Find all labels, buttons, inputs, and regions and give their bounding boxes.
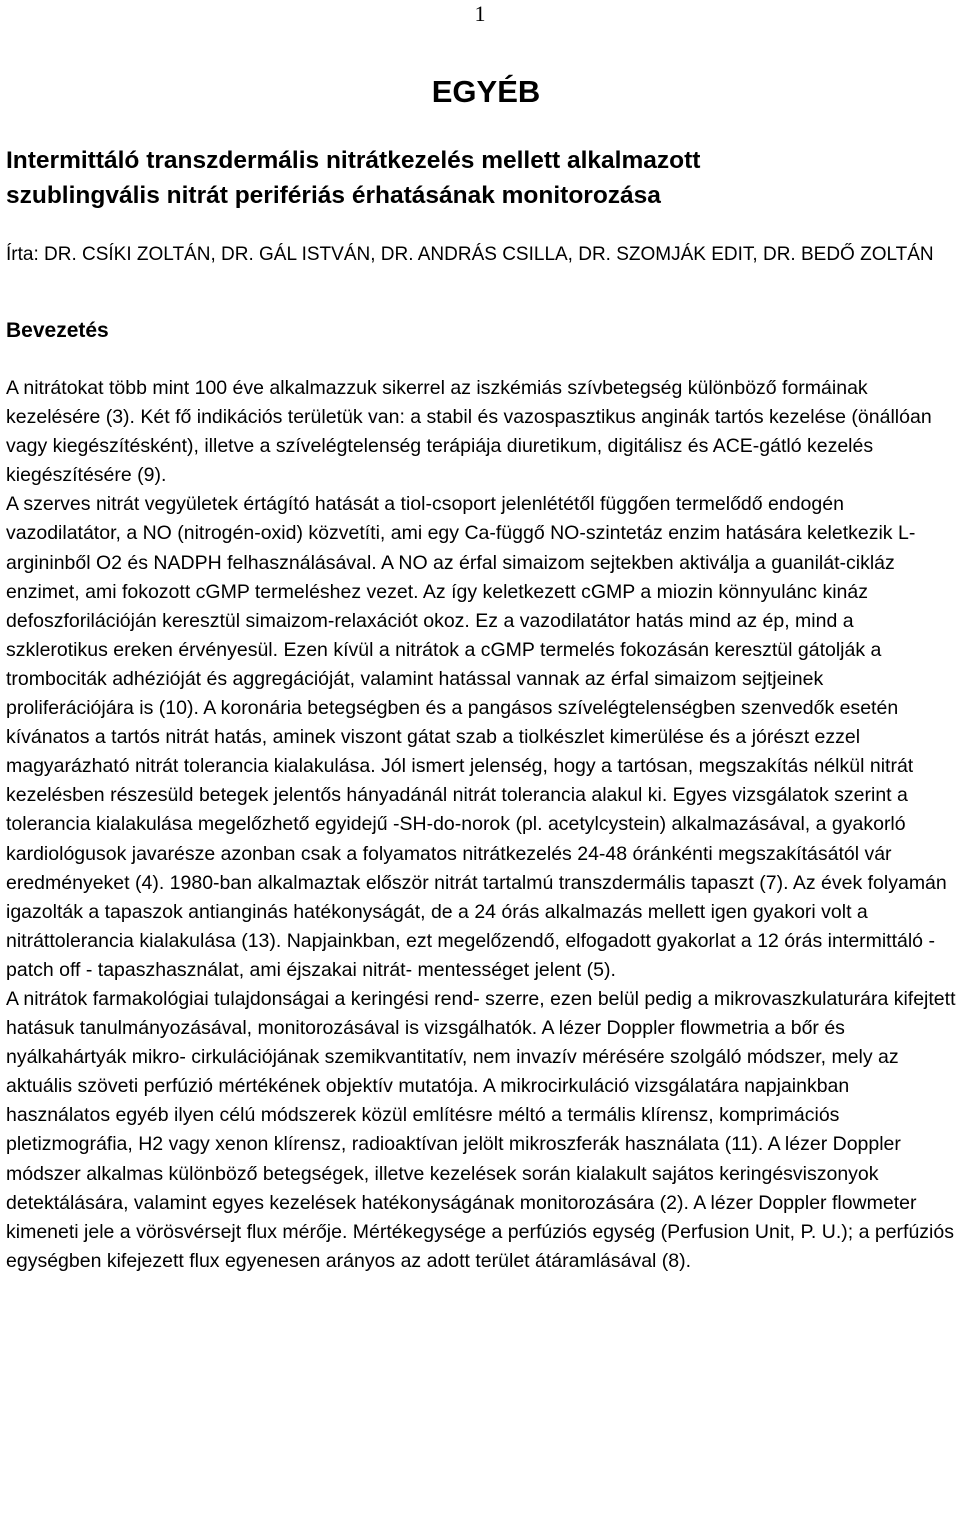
article-authors: Írta: DR. CSÍKI ZOLTÁN, DR. GÁL ISTVÁN, DR. ANDRÁS CSILLA, DR. SZOMJÁK EDIT, DR. BEDŐ ZOLTÁN	[6, 244, 934, 265]
section-heading-introduction: Bevezetés	[6, 319, 109, 342]
body-paragraph-2: A szerves nitrát vegyületek értágító hatását a tiol-csoport jelenlététől függően termelődő endogén vazodilatátor, a NO (nitrogén-oxid) közvetíti, ami egy Ca-függő NO-szintetáz enzim hatására keletkezik L-argininből O2 és NADPH felhasználásával. A NO az érfal simaizom sejtekben aktiválja a guanilát-cikláz enzimet, ami fokozott cGMP termeléshez vezet. Az így keletkezett cGMP a miozin könnyulánc kináz defoszforilációján keresztül simaizom-relaxációt okoz. Ez a vazodilatátor hatás mind az ép, mind a szklerotikus ereken érvényesül. Ezen kívül a nitrátok a cGMP termelés fokozásán keresztül gátolják a trombociták adhézióját és aggregációját, valamint hatással vannak az érfal simaizom sejtjeinek proliferációjára is (10). A koronária betegségben és a pangásos szívelégtelenségben szenvedők esetén kívánatos a tartós nitrát hatás, aminek viszont gátat szab a tiolkészlet kimerülése és a jórészt ezzel magyarázható nitrát tolerancia kialakulása. Jól ismert jelenség, hogy a tartósan, megszakítás nélkül nitrát kezelésben részesüld betegek jelentős hányadánál nitrát tolerancia alakul ki. Egyes vizsgálatok szerint a tolerancia kialakulása megelőzhető egyidejű -SH-do-norok (pl. acetylcystein) alkalmazásával, a gyakorló kardiológusok javarésze azonban csak a folyamatos nitrátkezelés 24-48 óránkénti megszakításától vár eredményeket (4). 1980-ban alkalmaztak először nitrát tartalmú transzdermális tapaszt (7). Az évek folyamán igazolták a tapaszok antianginás hatékonyságát, de a 24 órás alkalmazás mellett igen gyakori volt a nitráttolerancia kialakulása (13). Napjainkban, ezt megelőzendő, elfogadott gyakorlat a 12 órás intermittáló - patch off - tapaszhasználat, ami éjszakai nitrát- mentességet jelent (5).	[6, 493, 947, 981]
body-paragraph-1: A nitrátokat több mint 100 éve alkalmazzuk sikerrel az iszkémiás szívbetegség különböző formáinak kezelésére (3). Két fő indikációs területük van: a stabil és vazospasztikus anginák tartós kezelése (önállóan vagy kiegészítésként), illetve a szívelégtelenség terápiája diuretikum, digitálisz és ACE-gátló kezelés kiegészítésére (9).	[6, 377, 932, 487]
article-title-line-2: szublingvális nitrát perifériás érhatásának monitorozása	[6, 182, 661, 209]
article-title-line-1: Intermittáló transzdermális nitrátkezelés mellett alkalmazott	[6, 147, 701, 174]
article-title	[6, 143, 956, 213]
article-body	[6, 374, 956, 1276]
body-paragraph-3: A nitrátok farmakológiai tulajdonságai a keringési rend- szerre, ezen belül pedig a mikrovaszkulaturára kifejtett hatásuk tanulmányozásával, monitorozásával is vizsgálhatók. A lézer Doppler flowmetria a bőr és nyálkahártyák mikro- cirkulációjának szemikvantitatív, nem invazív mérésére szolgáló módszer, mely az aktuális szöveti perfúzió mértékének objektív mutatója. A mikrocirkuláció vizsgálatára napjainkban használatos egyéb ilyen célú módszerek közül említésre méltó a termális klírensz, komprimációs pletizmográfia, H2 vagy xenon klírensz, radioaktívan jelölt mikroszferák használata (11). A lézer Doppler módszer alkalmas különböző betegségek, illetve kezelések során kialakult sajátos keringésviszonyok detektálására, valamint egyes kezelések hatékonyságának monitorozására (2). A lézer Doppler flowmeter kimeneti jele a vörösvérsejt flux mérője. Mértékegysége a perfúziós egység (Perfusion Unit, P. U.); a perfúziós egységben kifejezett flux egyenesen arányos az adott terület átáramlásával (8).	[6, 987, 956, 1272]
section-label: EGYÉB	[431, 74, 541, 109]
page-number: 1	[474, 1, 486, 26]
